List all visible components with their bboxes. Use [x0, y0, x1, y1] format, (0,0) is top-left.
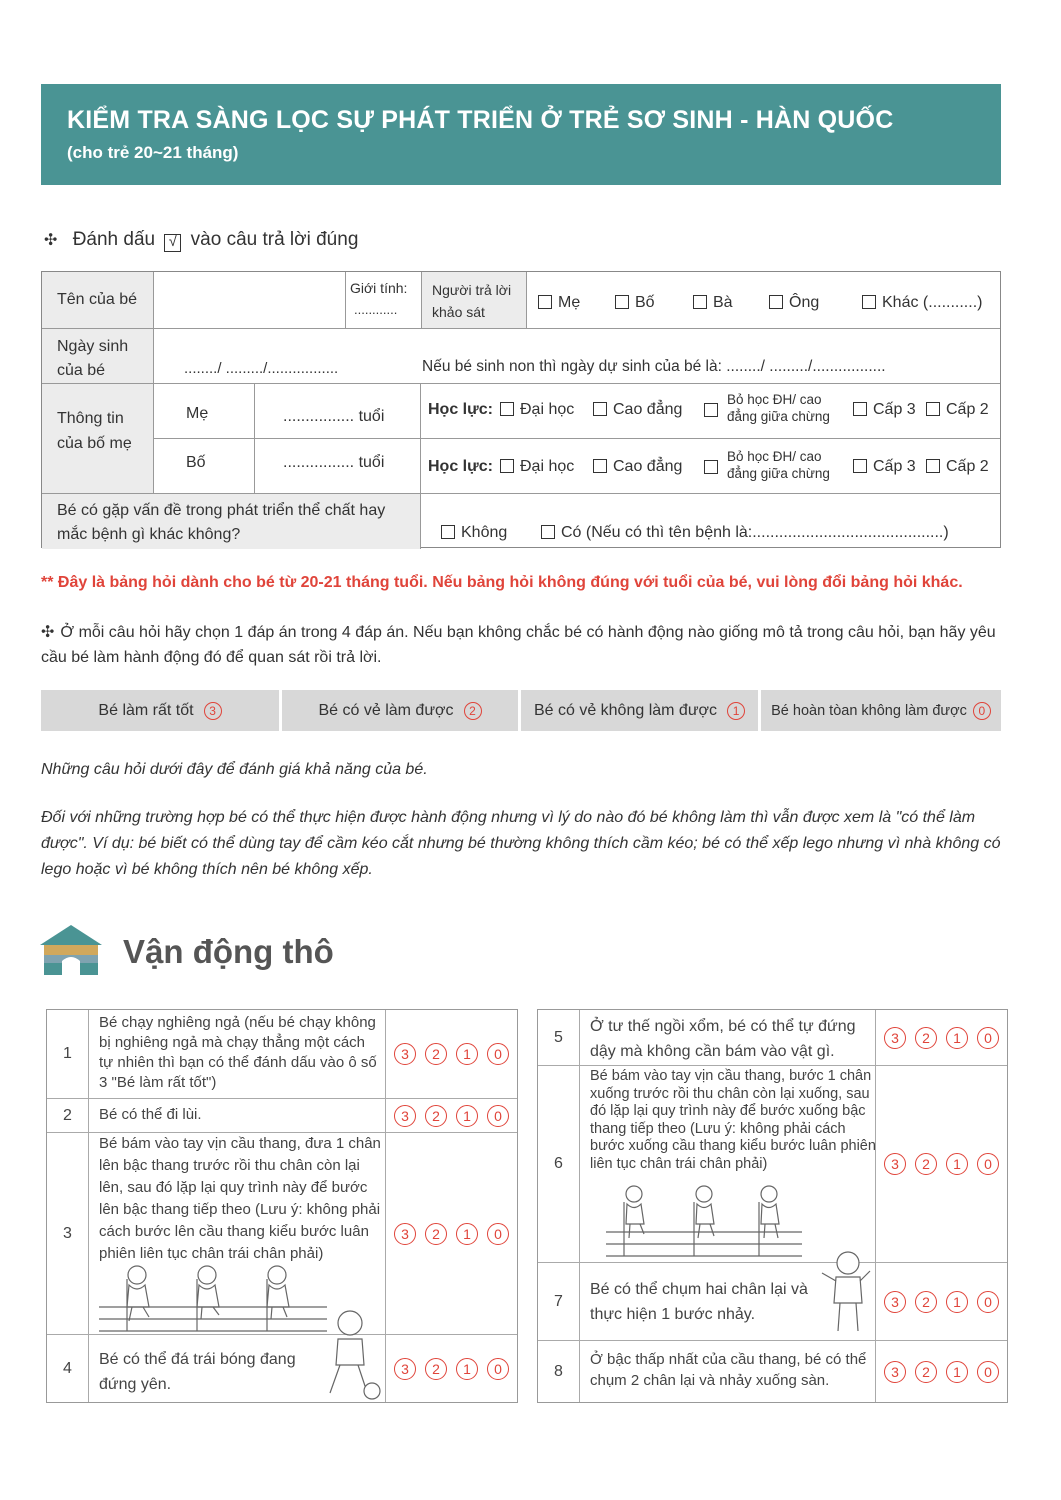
score-0-option[interactable]: 0: [977, 1027, 999, 1049]
health-option-yes[interactable]: Có (Nếu có thì tên bệnh là:...........................................): [541, 524, 949, 542]
score-options: [385, 1099, 517, 1132]
respondent-option-mother[interactable]: Mẹ: [538, 294, 580, 312]
parents-label: Thông tin của bố mẹ: [57, 410, 132, 452]
respondent-label: Người trả lời khảo sát: [432, 282, 512, 320]
respondent-option-other[interactable]: Khác (...........): [862, 294, 982, 312]
questions-table-right: [537, 1009, 1008, 1403]
mother-edu-university[interactable]: Đại học: [500, 401, 574, 419]
page-subtitle: (cho trẻ 20~21 tháng): [67, 143, 239, 162]
father-education-label: Học lực:: [428, 458, 493, 475]
question-number: 7: [538, 1263, 580, 1340]
question-text: Bé có thể chụm hai chân lại và thực hiện 1 bước nhảy.: [590, 1281, 808, 1323]
score-2-option[interactable]: 2: [425, 1223, 447, 1245]
score-legend: [41, 690, 1001, 731]
section-title: Vận động thô: [123, 933, 334, 970]
score-3-option[interactable]: 3: [884, 1361, 906, 1383]
mother-education-label: Học lực:: [428, 401, 493, 418]
score-options: [875, 1263, 1007, 1340]
question-row: [538, 1065, 1007, 1262]
score-3-option[interactable]: 3: [394, 1358, 416, 1380]
score-0-option[interactable]: 0: [487, 1105, 509, 1127]
page-title: KIỂM TRA SÀNG LỌC SỰ PHÁT TRIỂN Ở TRẺ SƠ SINH - HÀN QUỐC: [67, 106, 894, 134]
legend-score-1: Bé có vẻ không làm được 1: [521, 690, 758, 731]
score-3-option[interactable]: 3: [394, 1105, 416, 1127]
checkbox-icon[interactable]: [500, 459, 514, 473]
score-3-option[interactable]: 3: [394, 1223, 416, 1245]
legend-score-2: Bé có vẻ làm được 2: [282, 690, 518, 731]
checkbox-icon[interactable]: [593, 459, 607, 473]
score-3-option[interactable]: 3: [394, 1043, 416, 1065]
checkbox-icon[interactable]: [500, 402, 514, 416]
instruction-prefix: Đánh dấu: [72, 229, 156, 250]
age-warning: ** Đây là bảng hỏi dành cho bé từ 20-21 tháng tuổi. Nếu bảng hỏi không đúng với tuổi của bé, vui lòng đổi bảng hỏi khác.: [41, 574, 963, 591]
score-1-option[interactable]: 1: [456, 1223, 478, 1245]
score-2-option[interactable]: 2: [915, 1027, 937, 1049]
assessment-note: Đối với những trường hợp bé có thể thực hiện được hành động nhưng vì lý do nào đó bé không làm thì vẫn được xem là "có thể làm được". Ví dụ: bé biết có thể dùng tay để cầm kéo cắt nhưng bé thường không thích cầm kéo; bé có thể xếp lego nhưng vì nhà không có lego hoặc vì bé không thích nên bé không xếp.: [41, 809, 1001, 878]
question-number: 2: [47, 1099, 89, 1132]
checkbox-icon[interactable]: [541, 525, 555, 539]
father-edu-highschool[interactable]: Cấp 3: [853, 458, 916, 476]
respondent-option-grandmother[interactable]: Bà: [693, 294, 733, 312]
stairs-up-illustration: [97, 1259, 337, 1333]
header-banner: [41, 84, 1001, 185]
score-0-option[interactable]: 0: [977, 1153, 999, 1175]
mother-edu-dropout-label: Bỏ học ĐH/ cao đẳng giữa chừng: [727, 392, 830, 424]
mother-edu-secondary[interactable]: Cấp 2: [926, 401, 989, 419]
respondent-option-grandfather[interactable]: Ông: [769, 294, 819, 312]
dob-field[interactable]: ......../ ........./.................: [184, 360, 339, 377]
score-3-option[interactable]: 3: [884, 1291, 906, 1313]
checkbox-icon[interactable]: [853, 402, 867, 416]
bullet-icon: ✣: [44, 232, 58, 249]
score-3-option[interactable]: 3: [884, 1027, 906, 1049]
question-text: Ở bậc thấp nhất của cầu thang, bé có thể chụm 2 chân lại và nhảy xuống sàn.: [590, 1351, 867, 1389]
checkbox-icon[interactable]: [853, 459, 867, 473]
father-edu-dropout-checkbox[interactable]: [704, 459, 724, 477]
score-options: [385, 1010, 517, 1098]
legend-score-3: Bé làm rất tốt 3: [41, 690, 279, 731]
question-row: [538, 1340, 1007, 1402]
score-2-option[interactable]: 2: [425, 1358, 447, 1380]
question-number: 1: [47, 1010, 89, 1098]
score-2-option[interactable]: 2: [915, 1291, 937, 1313]
father-edu-dropout-label: Bỏ học ĐH/ cao đẳng giữa chừng: [727, 449, 830, 481]
checkbox-icon[interactable]: [538, 295, 552, 309]
question-text: Bé có thể đá trái bóng đang đứng yên.: [99, 1351, 296, 1393]
dob-label: Ngày sinh của bé: [57, 338, 129, 379]
answer-instruction: ✣ Ở mỗi câu hỏi hãy chọn 1 đáp án trong 4 đáp án. Nếu bạn không chắc bé có hành động nào giống mô tả trong câu hỏi, bạn hãy yêu cầu bé làm hành động đó để quan sát rồi trả lời.: [41, 620, 1006, 670]
score-options: [875, 1341, 1007, 1402]
question-row: [47, 1334, 517, 1402]
gender-field[interactable]: ............: [354, 302, 398, 317]
father-edu-university[interactable]: Đại học: [500, 458, 574, 476]
score-0-option[interactable]: 0: [977, 1361, 999, 1383]
premature-due-date-field[interactable]: Nếu bé sinh non thì ngày dự sinh của bé là: ......../ ........./.................: [422, 358, 886, 375]
question-text: Bé bám vào tay vịn cầu thang, đưa 1 chân lên bậc thang trước rồi thu chân còn lại lên, sau đó lặp lại quy trình này để bước lên bậc thang tiếp theo (Lưu ý: không phải cách bước lên cầu thang kiểu bước luân phiên liên tục chân trái chân phải): [99, 1135, 381, 1262]
question-row: [47, 1098, 517, 1132]
question-number: 3: [47, 1133, 89, 1334]
question-text: Bé chạy nghiêng ngả (nếu bé chạy không bị nghiêng ngả mà chạy thẳng một cách tự nhiên thì bạn có thể đánh dấu vào ô số 3 "Bé làm rất tốt"): [99, 1014, 377, 1091]
health-question: Bé có gặp vấn đề trong phát triển thể chất hay mắc bệnh gì khác không?: [57, 502, 386, 543]
score-1-option[interactable]: 1: [946, 1027, 968, 1049]
question-number: 8: [538, 1341, 580, 1402]
checkbox-icon[interactable]: [704, 403, 718, 417]
health-option-no[interactable]: Không: [441, 524, 507, 542]
respondent-option-father[interactable]: Bố: [615, 294, 655, 312]
question-number: 5: [538, 1010, 580, 1065]
score-1-option[interactable]: 1: [946, 1153, 968, 1175]
checkbox-icon[interactable]: [862, 295, 876, 309]
father-label: Bố: [186, 454, 206, 471]
mother-edu-dropout-checkbox[interactable]: [704, 402, 724, 420]
check-instruction: [44, 229, 358, 252]
score-0-option[interactable]: 0: [977, 1291, 999, 1313]
score-2-option[interactable]: 2: [915, 1153, 937, 1175]
child-name-label: Tên của bé: [57, 291, 138, 308]
jumping-child-illustration: [818, 1249, 874, 1339]
score-options: [875, 1066, 1007, 1262]
question-row: [538, 1010, 1007, 1065]
instruction-suffix: vào câu trả lời đúng: [190, 229, 359, 250]
question-number: 4: [47, 1335, 89, 1402]
mother-age-field[interactable]: ................ tuổi: [283, 408, 385, 425]
child-info-table: [41, 271, 1001, 548]
score-options: [875, 1010, 1007, 1065]
score-0-option[interactable]: 0: [487, 1223, 509, 1245]
score-2-option[interactable]: 2: [425, 1043, 447, 1065]
score-3-option[interactable]: 3: [884, 1153, 906, 1175]
mother-edu-college[interactable]: Cao đẳng: [593, 401, 682, 419]
father-edu-college[interactable]: Cao đẳng: [593, 458, 682, 476]
assessment-intro: Những câu hỏi dưới đây để đánh giá khả năng của bé.: [41, 761, 428, 778]
stairs-down-illustration: [604, 1180, 804, 1258]
question-row: [538, 1262, 1007, 1340]
question-row: [47, 1010, 517, 1098]
question-text: Bé bám vào tay vịn cầu thang, bước 1 chân xuống trước rồi thu chân còn lại xuống, sau đó lặp lại quy trình này để bước xuống bậc thang tiếp theo (Lưu ý: không phải cách bước xuống cầu thang kiểu bước luân phiên liên tục chân trái chân phải): [590, 1068, 876, 1172]
score-2-option[interactable]: 2: [425, 1105, 447, 1127]
checkmark-box-icon: √: [164, 234, 181, 252]
checkbox-icon[interactable]: [693, 295, 707, 309]
score-0-option[interactable]: 0: [487, 1043, 509, 1065]
checkbox-icon[interactable]: [926, 459, 940, 473]
score-1-option[interactable]: 1: [946, 1361, 968, 1383]
score-1-option[interactable]: 1: [946, 1291, 968, 1313]
score-options: [385, 1133, 517, 1334]
score-2-option[interactable]: 2: [915, 1361, 937, 1383]
checkbox-icon[interactable]: [926, 402, 940, 416]
score-1-option[interactable]: 1: [456, 1105, 478, 1127]
question-row: [47, 1132, 517, 1334]
mother-edu-highschool[interactable]: Cấp 3: [853, 401, 916, 419]
gender-label: Giới tính:: [350, 280, 408, 296]
kicking-ball-illustration: [324, 1309, 384, 1401]
question-text: Ở tư thế ngồi xổm, bé có thể tự đứng dậy mà không cần bám vào vật gì.: [590, 1018, 856, 1060]
score-options: [385, 1335, 517, 1402]
legend-score-0: Bé hoàn tòan không làm được 0: [761, 690, 1001, 731]
score-1-option[interactable]: 1: [456, 1358, 478, 1380]
father-age-field[interactable]: ................ tuổi: [283, 454, 385, 471]
bullet-icon: ✣: [41, 624, 55, 641]
question-number: 6: [538, 1066, 580, 1262]
questions-table-left: [46, 1009, 518, 1403]
father-edu-secondary[interactable]: Cấp 2: [926, 458, 989, 476]
score-0-option[interactable]: 0: [487, 1358, 509, 1380]
checkbox-icon[interactable]: [704, 460, 718, 474]
house-icon: [40, 925, 102, 975]
question-text: Bé có thể đi lùi.: [99, 1106, 202, 1123]
checkbox-icon[interactable]: [769, 295, 783, 309]
checkbox-icon[interactable]: [441, 525, 455, 539]
mother-label: Mẹ: [186, 405, 209, 422]
checkbox-icon[interactable]: [615, 295, 629, 309]
checkbox-icon[interactable]: [593, 402, 607, 416]
score-1-option[interactable]: 1: [456, 1043, 478, 1065]
